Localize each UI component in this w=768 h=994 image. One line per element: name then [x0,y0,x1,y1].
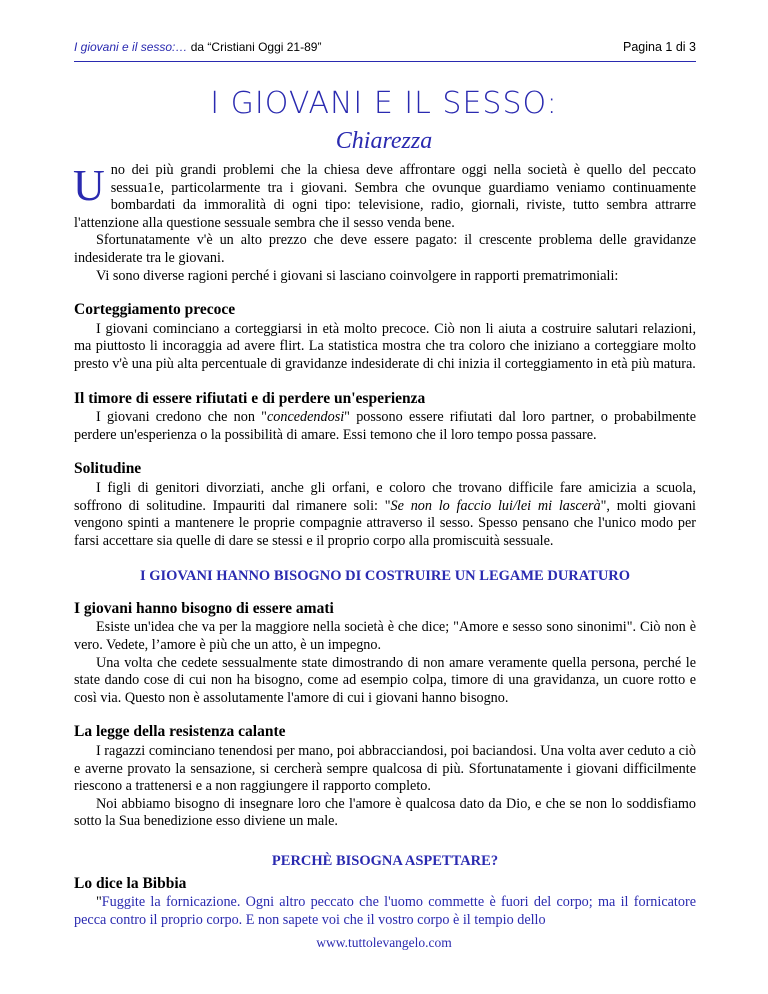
drop-cap: U [73,161,105,210]
intro-paragraph-2: Sfortunatamente v'è un alto prezzo che deve essere pagato: il crescente problema delle gravidanze indesiderate tra le giovani. [74,232,696,266]
paragraph-amati-1: Esiste un'idea che va per la maggiore nella società è che dice; "Amore e sesso sono sinonimi". Ciò non è vero. Vedete, l’amore è più che un atto, è un impegno. [74,619,696,654]
paragraph-amati-2: Una volta che cedete sessualmente state dimostrando di non amare veramente quella persona, perché le state dando cose di cui non ha bisogno, come ad esempio colpa, timore di una gravidanza, un cuore rotto e così via. Questo non è assolutamente l'amore di cui i giovani hanno bisogno. [74,654,696,706]
intro-paragraph [74,162,696,232]
section-title-aspettare: PERCHÈ BISOGNA ASPETTARE? [271,853,499,869]
text-segment: I figli di genitori divorziati, anche gli orfani, e coloro che trovano difficile fare amicizia a scuola, soffrono di solitudine. Impauriti dal rimanere soli: " [74,479,696,514]
heading-legge: La legge della resistenza calante [74,723,286,741]
paragraph-timore [74,409,696,444]
header-rule [74,61,696,62]
italic-segment: Se non lo faccio lui/lei mi lascerà [390,497,601,514]
bible-quote: Fuggite la fornicazione. Ogni altro peccato che l'uomo commette è fuori del corpo; ma il fornicatore pecca contro il proprio corpo. E non sapete voi che il vostro corpo è il tempio dello [74,894,696,928]
quote-mark: " [96,894,102,911]
heading-amati: I giovani hanno bisogno di essere amati [74,599,334,617]
document-subtitle: Chiarezza [335,128,433,154]
page-header [74,40,696,60]
intro-paragraph-3: Vi sono diverse ragioni perché i giovani si lasciano coinvolgere in rapporti prematrimoniali: [96,267,619,284]
text-segment: ", molti giovani vengono spinti a mantenere le proprie compagnie attraverso il sesso. Spesso pensano che l'unico modo per farsi accettare sia quelle di dare se stessi e il proprio corpo alla promiscuità sessuale. [74,497,696,549]
page-number: Pagina 1 di 3 [623,40,696,54]
heading-solitudine: Solitudine [74,460,142,478]
intro-text: no dei più grandi problemi che la chiesa deve affrontare oggi nella società è quello del peccato sessua1e, particolarmente tra i giovani. Sembra che ovunque guardiamo veniamo continuamente bombardati da immoralità di ogni tipo: televisione, radio, giornali, riviste, tutto sembra attrarre l'attenzione alla questione sessuale sembra che il sesso venda bene. [74,162,696,231]
section-title-legame: I GIOVANI HANNO BISOGNO DI COSTRUIRE UN LEGAME DURATURO [139,568,631,585]
paragraph-legge-2: Noi abbiamo bisogno di insegnare loro che l'amore è qualcosa dato da Dio, e che se non lo soddisfiamo sotto la Sua benedizione esso diviene un male. [74,795,696,830]
paragraph-bibbia [74,894,696,929]
italic-segment: concedendosi [266,409,345,426]
text-segment: " possono essere rifiutati dal loro partner, o probabilmente perdere un'esperienza o la possibilità di amare. Essi temono che il loro tempo possa passare. [74,409,696,443]
header-title-italic: I giovani e il sesso:… [74,40,188,54]
text-segment: I giovani credono che non " [96,409,267,426]
document-body [74,162,696,929]
paragraph-corteggiamento: I giovani cominciano a corteggiarsi in età molto precoce. Ciò non li aiuta a costruire salutari relazioni, ma piuttosto li incoraggia ad avere flirt. La statistica mostra che tra coloro che iniziano a corteggiare molto presto v'è una più alta percentuale di gravidanze indesiderate di chi inizia il corteggiamento in età più matura. [74,320,696,372]
header-source-text: da “Cristiani Oggi 21-89” [187,40,322,54]
heading-timore: Il timore di essere rifiutati e di perdere un'esperienza [74,389,426,407]
paragraph-solitudine [74,480,696,550]
document-title: I GIOVANI E IL SESSO: [210,86,558,121]
header-source [74,40,321,54]
paragraph-legge-1: I ragazzi cominciano tenendosi per mano, poi abbracciandosi, poi baciandosi. Una volta aver ceduto a ciò e averne provato la sensazione, si cercherà sempre qualcosa di più. Sfortunatamente i giovani difficilmente riescono a trattenersi e a non raggiungere il rapporto completo. [74,743,696,795]
footer-url[interactable]: www.tuttolevangelo.com [316,935,452,950]
heading-corteggiamento: Corteggiamento precoce [74,301,236,319]
heading-bibbia: Lo dice la Bibbia [74,874,187,892]
